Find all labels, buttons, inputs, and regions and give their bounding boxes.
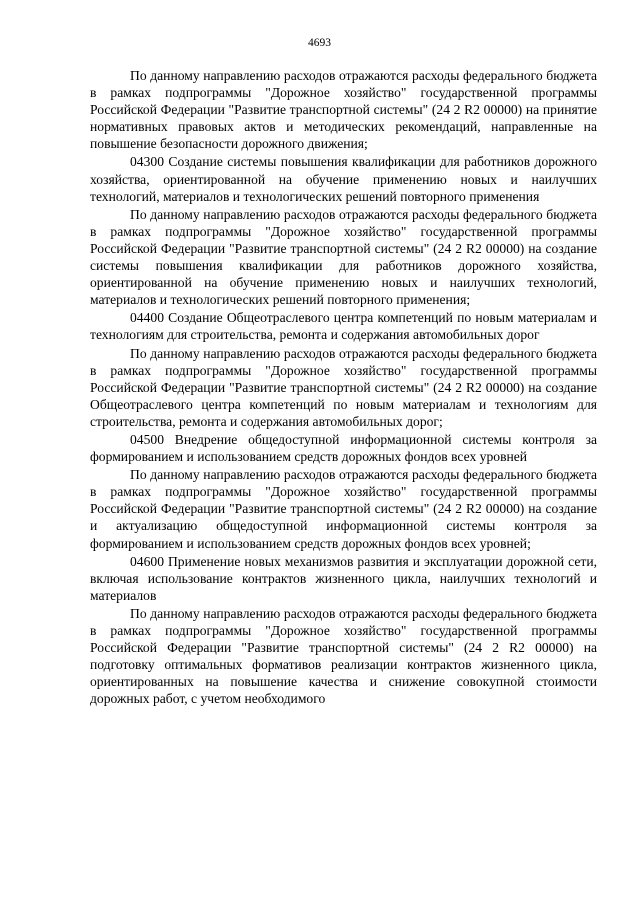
paragraph-code-04400: 04400 Создание Общеотраслевого центра компетенций по новым материалам и технологиям для строительства, ремонта и содержания автомобильных дорог	[90, 310, 597, 343]
paragraph-code-04600: 04600 Применение новых механизмов развития и эксплуатации дорожной сети, включая использование контрактов жизненного цикла, наилучших технологий и материалов	[90, 553, 597, 603]
paragraph-expense-description: По данному направлению расходов отражаются расходы федерального бюджета в рамках подпрограммы "Дорожное хозяйство" государственной программы Российской Федерации "Развитие транспортной системы" (24 2 R2 00000) на создание и актуализацию общедоступной информационной системы контроля за формированием и использованием средств дорожных фондов всех уровней;	[90, 467, 597, 551]
page-number: 4693	[308, 37, 331, 49]
document-body	[90, 67, 597, 708]
paragraph-expense-description: По данному направлению расходов отражаются расходы федерального бюджета в рамках подпрограммы "Дорожное хозяйство" государственной программы Российской Федерации "Развитие транспортной системы" (24 2 R2 00000) на создание Общеотраслевого центра компетенций по новым материалам и технологиям для строительства, ремонта и содержания автомобильных дорог;	[90, 345, 597, 429]
paragraph-expense-description: По данному направлению расходов отражаются расходы федерального бюджета в рамках подпрограммы "Дорожное хозяйство" государственной программы Российской Федерации "Развитие транспортной системы" (24 2 R2 00000) на подготовку оптимальных формативов реализации контрактов жизненного цикла, ориентированных на повышение качества и снижение совокупной стоимости дорожных работ, с учетом необходимого	[90, 605, 597, 707]
paragraph-expense-description: По данному направлению расходов отражаются расходы федерального бюджета в рамках подпрограммы "Дорожное хозяйство" государственной программы Российской Федерации "Развитие транспортной системы" (24 2 R2 00000) на создание системы повышения квалификации для работников дорожного хозяйства, ориентированной на обучение применению новых и наилучших технологий, материалов и технологических решений повторного применения;	[90, 206, 597, 308]
paragraph-code-04500: 04500 Внедрение общедоступной информационной системы контроля за формированием и использованием средств дорожных фондов всех уровней	[90, 431, 597, 465]
paragraph-expense-description: По данному направлению расходов отражаются расходы федерального бюджета в рамках подпрограммы "Дорожное хозяйство" государственной программы Российской Федерации "Развитие транспортной системы" (24 2 R2 00000) на принятие нормативных правовых актов и методических рекомендаций, направленные на повышение безопасности дорожного движения;	[90, 68, 597, 152]
paragraph-code-04300: 04300 Создание системы повышения квалификации для работников дорожного хозяйства, ориентированной на обучение применению новых и наилучших технологий, материалов и технологических решений повторного применения	[90, 154, 597, 204]
